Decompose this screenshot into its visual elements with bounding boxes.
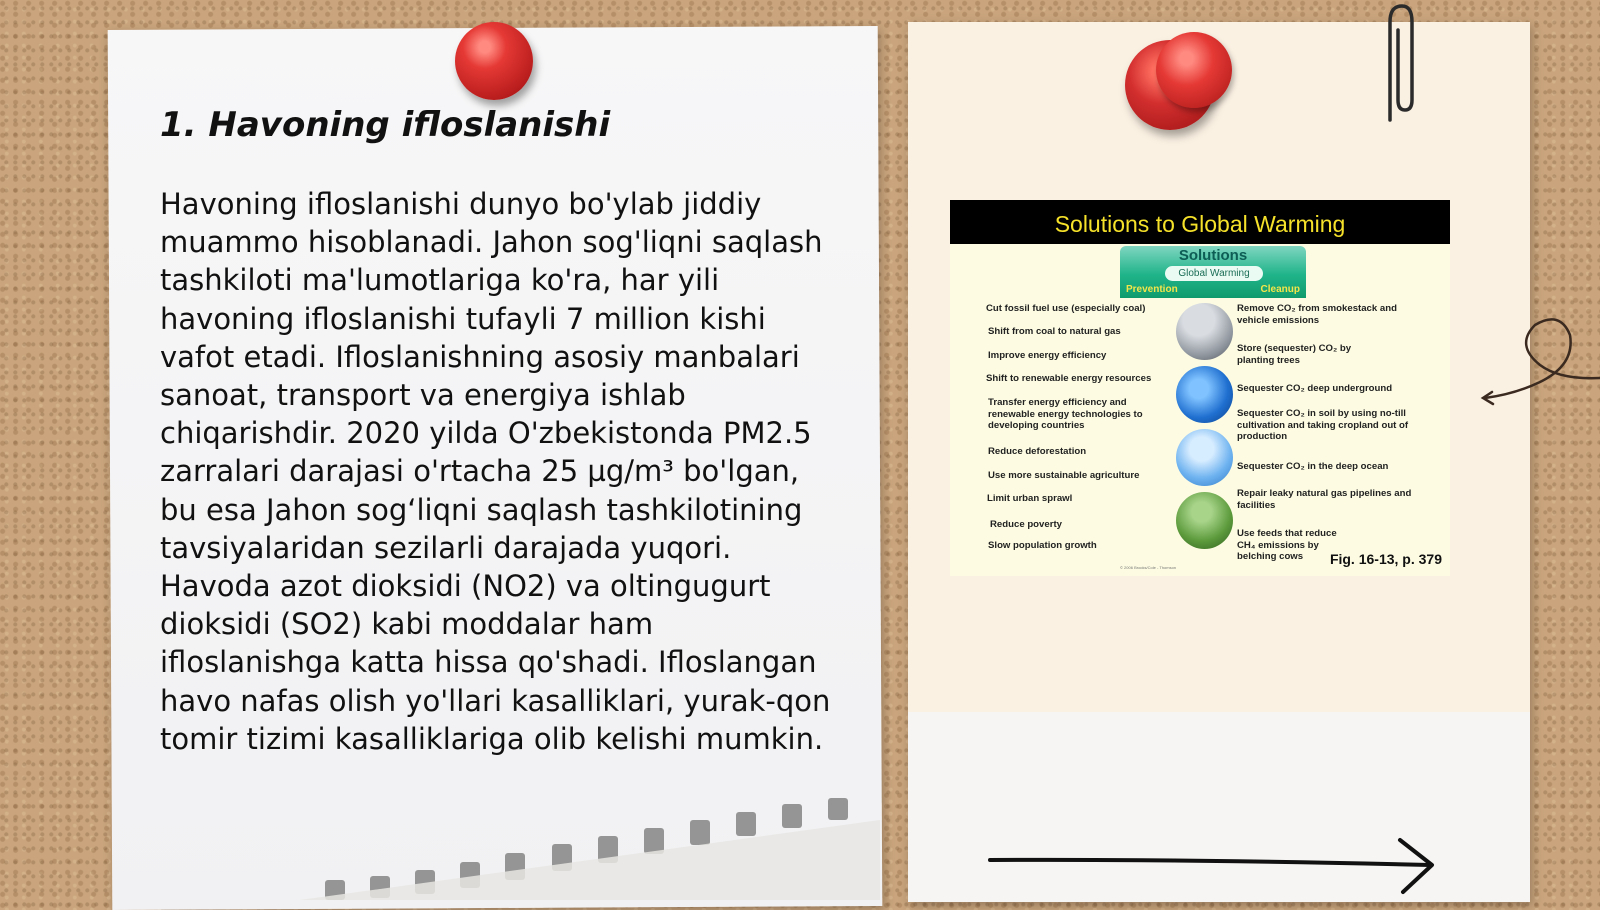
prevention-label: Prevention <box>1126 284 1178 295</box>
prevention-item: Shift to renewable energy resources <box>986 373 1152 384</box>
prevention-item: Limit urban sprawl <box>987 493 1073 504</box>
cleanup-item: Sequester CO₂ in the deep ocean <box>1237 461 1389 472</box>
prevention-item: Transfer energy efficiency and renewable energy technologies to developing countries <box>988 397 1143 431</box>
smokestack-photo-icon <box>1176 303 1233 360</box>
ocean-wind-photo-icon <box>1176 429 1233 486</box>
figure-reference: Fig. 16-13, p. 379 <box>1329 551 1442 567</box>
cleanup-label: Cleanup <box>1260 284 1300 295</box>
solutions-title: Solutions <box>1178 247 1248 264</box>
cleanup-item: Store (sequester) CO₂ by planting trees <box>1237 343 1352 366</box>
prevention-item: Shift from coal to natural gas <box>988 326 1121 337</box>
cleanup-item: Sequester CO₂ deep underground <box>1237 383 1393 394</box>
cleanup-item: Use feeds that reduce CH₄ emissions by belching cows <box>1237 528 1337 562</box>
body-paragraph: Havoning ifloslanishi dunyo bo'ylab jiddiy muammo hisoblanadi. Jahon sog'liqni saqlash tashkiloti ma'lumotlariga ko'ra, har yili havoning ifloslanishi tufayli 7 million kishi vafot etadi. Ifloslanishning asosiy manbalari sanoat, transport va energiya ishlab chiqarishdir. 2020 yilda O'zbekistonda PM2.5 zarralari darajasi o'rtacha 25 µg/m³ bo'lgan, bu esa Jahon sog‘liqni saqlash tashkilotining tavsiyalaridan sezilarli darajada yuqori. Havoda azot dioksidi (NO2) va oltingugurt dioksidi (SO2) kabi moddalar ham ifloslanishga katta hissa qo'shadi. Ifloslangan havo nafas olish yo'llari kasalliklari, yurak-qon tomir tizimi kasalliklariga olib kelishi mumkin. <box>160 187 831 756</box>
prevention-item: Use more sustainable agriculture <box>988 470 1140 481</box>
prevention-item: Reduce deforestation <box>988 446 1087 457</box>
prevention-item: Slow population growth <box>988 540 1097 551</box>
trees-photo-icon <box>1176 492 1233 549</box>
figure-copyright: © 2006 Brooks/Cole - Thomson <box>1120 565 1177 570</box>
red-pushpin-icon <box>1156 32 1232 108</box>
paperclip-icon <box>1378 0 1418 125</box>
prevention-item: Reduce poverty <box>990 519 1062 530</box>
prevention-item: Cut fossil fuel use (especially coal) <box>986 303 1146 314</box>
global-warming-solutions-figure <box>950 200 1450 576</box>
red-pushpin-icon <box>455 22 533 100</box>
long-arrow-icon <box>985 835 1445 895</box>
figure-heading: Solutions to Global Warming <box>950 200 1450 244</box>
curl-arrow-doodle-icon <box>1480 310 1600 410</box>
solutions-box <box>1120 246 1306 298</box>
page-title: 1. Havoning ifloslanishi <box>160 105 611 145</box>
cleanup-item: Remove CO₂ from smokestack and vehicle emissions <box>1237 303 1397 326</box>
solutions-subtitle: Global Warming <box>1165 266 1263 281</box>
torn-spiral-edge <box>300 790 880 900</box>
underground-storage-photo-icon <box>1176 366 1233 423</box>
prevention-item: Improve energy efficiency <box>988 350 1107 361</box>
cleanup-item: Sequester CO₂ in soil by using no-till cultivation and taking cropland out of production <box>1237 408 1409 442</box>
cleanup-item: Repair leaky natural gas pipelines and facilities <box>1237 488 1412 511</box>
